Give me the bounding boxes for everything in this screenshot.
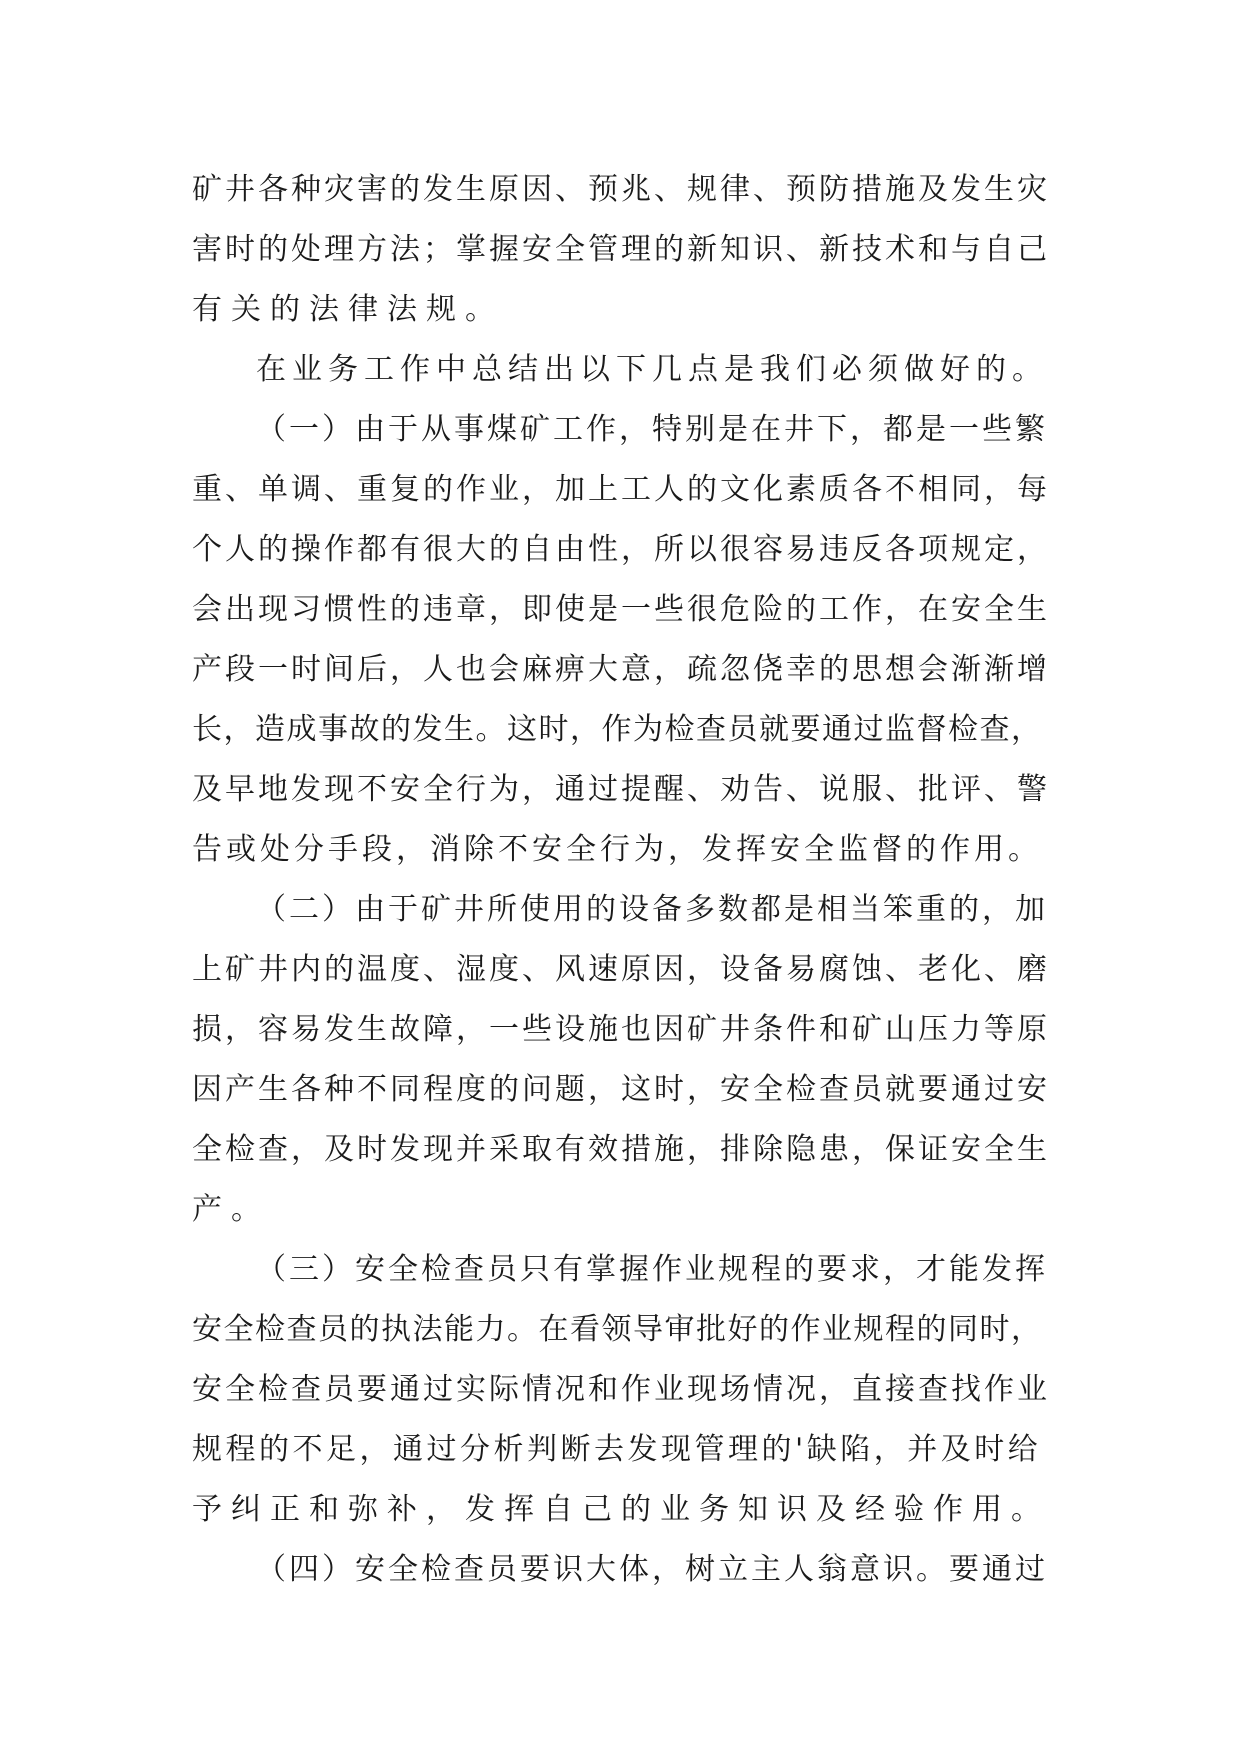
text-line: 安全检查员要通过实际情况和作业现场情况，直接查找作业 [192,1372,1050,1407]
text-line: 全检查，及时发现并采取有效措施，排除隐患，保证安全生 [192,1132,1050,1167]
text-line: 重、单调、重复的作业，加上工人的文化素质各不相同，每 [192,472,1050,507]
text-line: 在业务工作中总结出以下几点是我们必须做好的。 [256,352,1048,387]
text-line: （二）由于矿井所使用的设备多数都是相当笨重的，加 [256,892,1048,927]
text-line: 长，造成事故的发生。这时，作为检查员就要通过监督检查， [192,712,1043,747]
text-line: 产。 [192,1192,270,1227]
text-line: 上矿井内的温度、湿度、风速原因，设备易腐蚀、老化、磨 [192,952,1050,987]
text-line: 产段一时间后，人也会麻痹大意，疏忽侥幸的思想会渐渐增 [192,652,1050,687]
text-line: 安全检查员的执法能力。在看领导审批好的作业规程的同时， [192,1312,1043,1347]
text-line: （三）安全检查员只有掌握作业规程的要求，才能发挥 [256,1252,1048,1287]
text-line: 因产生各种不同程度的问题，这时，安全检查员就要通过安 [192,1072,1050,1107]
document-body [192,160,1048,1600]
text-line: 害时的处理方法；掌握安全管理的新知识、新技术和与自己 [192,232,1050,267]
text-line: 有关的法律法规。 [192,292,504,327]
text-line: （一）由于从事煤矿工作，特别是在井下，都是一些繁 [256,412,1048,447]
text-line: 矿井各种灾害的发生原因、预兆、规律、预防措施及发生灾 [192,172,1050,207]
text-line: 告或处分手段，消除不安全行为，发挥安全监督的作用。 [192,832,1042,867]
text-line: 会出现习惯性的违章，即使是一些很危险的工作，在安全生 [192,592,1050,627]
text-line: 损，容易发生故障，一些设施也因矿井条件和矿山压力等原 [192,1012,1050,1047]
text-line: 规程的不足，通过分析判断去发现管理的'缺陷，并及时给 [192,1432,1042,1467]
text-line: 予纠正和弥补，发挥自己的业务知识及经验作用。 [192,1492,1050,1527]
text-line: （四）安全检查员要识大体，树立主人翁意识。要通过 [256,1552,1048,1587]
text-line: 及早地发现不安全行为，通过提醒、劝告、说服、批评、警 [192,772,1050,807]
text-line: 个人的操作都有很大的自由性，所以很容易违反各项规定， [192,532,1050,567]
